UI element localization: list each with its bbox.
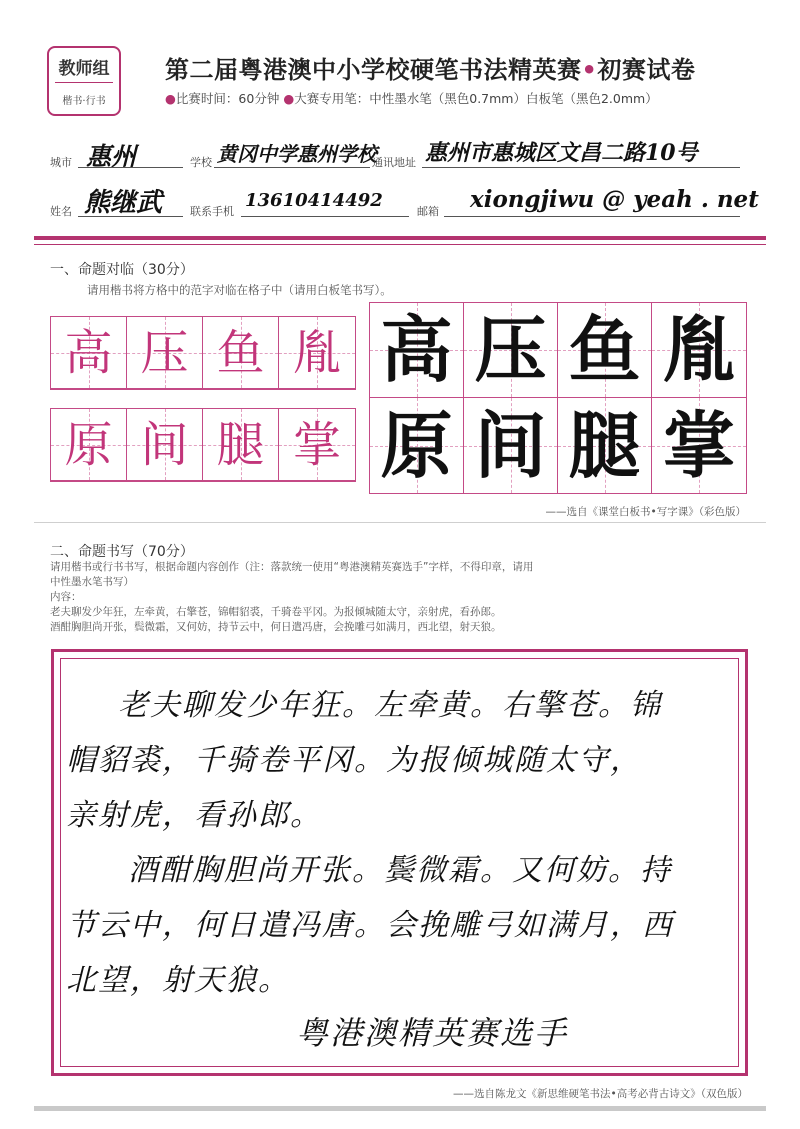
section1-note: 请用楷书将方格中的范字对临在格子中（请用白板笔书写）。 (87, 283, 392, 297)
group-badge-divider (55, 82, 113, 83)
model-cell (51, 317, 127, 389)
model-grid-row2 (50, 408, 356, 482)
instruction-line: 请用楷书或行书书写，根据命题内容创作（注：落款统一使用“粤港澳精英赛选手”字样，不得印章，请用 (50, 561, 534, 573)
bullet-icon: ● (283, 91, 295, 106)
copy-grid (369, 302, 747, 494)
model-char: 腿 (216, 416, 265, 473)
handwriting-line: 北望，射天狼。 (66, 963, 290, 998)
page-title (165, 50, 695, 85)
school-label: 学校 (190, 156, 212, 169)
instruction-line: 内容： (50, 591, 82, 603)
copy-char: 压 (474, 307, 547, 392)
copy-char: 掌 (662, 402, 735, 488)
section1-title: 一、命题对临（30分） (50, 262, 194, 278)
copy-cell (464, 398, 558, 493)
copy-char: 原 (380, 402, 453, 488)
model-char: 高 (64, 324, 113, 381)
title-main: 第二届粤港澳中小学校硬笔书法精英赛 (165, 56, 582, 84)
address-value: 惠州市惠城区文昌二路10号 (425, 140, 698, 166)
copy-char: 间 (474, 402, 547, 488)
address-label: 通讯地址 (372, 156, 416, 169)
copy-cell (464, 303, 558, 398)
section-divider (34, 522, 766, 523)
handwriting-line: 帽貂裘，千骑卷平冈。为报倾城随太守， (66, 743, 642, 778)
email-line (444, 216, 740, 217)
phone-label: 联系手机 (190, 205, 234, 218)
instruction-line: 老夫聊发少年狂，左牵黄，右擎苍，锦帽貂裘，千骑卷平冈。为报倾城随太守，亲射虎，看孙郎。 (50, 606, 502, 618)
model-char: 掌 (292, 416, 341, 473)
signature-line: 粤港澳精英赛选手 (296, 1014, 569, 1052)
copy-cell (370, 303, 464, 398)
section2-title: 二、命题书写（70分） (50, 544, 194, 560)
copy-cell (652, 303, 746, 398)
group-badge (47, 46, 121, 116)
model-cell (203, 317, 279, 389)
model-grid-row1 (50, 316, 356, 390)
title-tail: 初赛试卷 (597, 56, 696, 84)
instruction-line: 中性墨水笔书写） (50, 576, 134, 588)
school-value: 黄冈中学惠州学校 (217, 142, 377, 166)
city-label: 城市 (50, 156, 72, 169)
group-badge-label: 教师组 (58, 59, 110, 79)
copy-char: 高 (380, 307, 453, 392)
handwriting-line: 酒酣胸胆尚开张。鬓微霜。又何妨。持 (128, 853, 672, 888)
group-badge-sub: 楷书·行书 (62, 96, 106, 107)
phone-line (241, 216, 409, 217)
copy-cell (558, 398, 652, 493)
header-divider (34, 236, 766, 240)
copy-cell (652, 398, 746, 493)
bullet-icon: ● (165, 91, 176, 106)
model-char: 间 (140, 416, 189, 473)
bottom-rule (34, 1106, 766, 1111)
subtitle-time: 比赛时间：60分钟 (175, 91, 280, 106)
section1-source: ——选自《课堂白板书•写字课》（彩色版） (545, 506, 746, 518)
email-label: 邮箱 (417, 205, 439, 218)
phone-value: 13610414492 (245, 190, 383, 211)
model-cell (51, 409, 127, 481)
copy-cell (558, 303, 652, 398)
name-line (78, 216, 183, 217)
copy-char: 鱼 (568, 307, 641, 392)
city-value: 惠州 (86, 142, 137, 171)
title-dot: • (581, 56, 598, 84)
handwriting-line: 节云中，何日遣冯唐。会挽雕弓如满月，西 (66, 908, 674, 943)
school-line (214, 167, 370, 168)
handwriting-line: 老夫聊发少年狂。左牵黄。右擎苍。锦 (118, 688, 662, 723)
subtitle (165, 89, 658, 107)
section2-source: ——选自陈龙文《新思维硬笔书法•高考必背古诗文》（双色版） (453, 1088, 748, 1100)
instruction-line: 酒酣胸胆尚开张，鬓微霜，又何妨，持节云中，何日遣冯唐，会挽雕弓如满月，西北望，射天狼。 (50, 621, 502, 633)
copy-cell (370, 398, 464, 493)
address-line (422, 167, 740, 168)
city-line (78, 167, 183, 168)
copy-char: 胤 (662, 307, 735, 392)
name-label: 姓名 (50, 205, 72, 218)
model-char: 原 (64, 416, 113, 473)
copy-char: 腿 (568, 402, 641, 488)
model-char: 鱼 (216, 324, 265, 381)
model-char: 压 (140, 324, 189, 381)
name-value: 熊继武 (84, 188, 163, 218)
handwriting-line: 亲射虎，看孙郎。 (66, 798, 322, 833)
model-cell (279, 317, 355, 389)
model-cell (203, 409, 279, 481)
model-char: 胤 (292, 324, 341, 381)
model-cell (127, 317, 203, 389)
header-divider-thin (34, 244, 766, 245)
model-cell (279, 409, 355, 481)
email-value: xiongjiwu @ yeah . net (470, 186, 759, 213)
model-cell (127, 409, 203, 481)
subtitle-pens: 大赛专用笔：中性墨水笔（黑色0.7mm）白板笔（黑色2.0mm） (294, 91, 658, 106)
